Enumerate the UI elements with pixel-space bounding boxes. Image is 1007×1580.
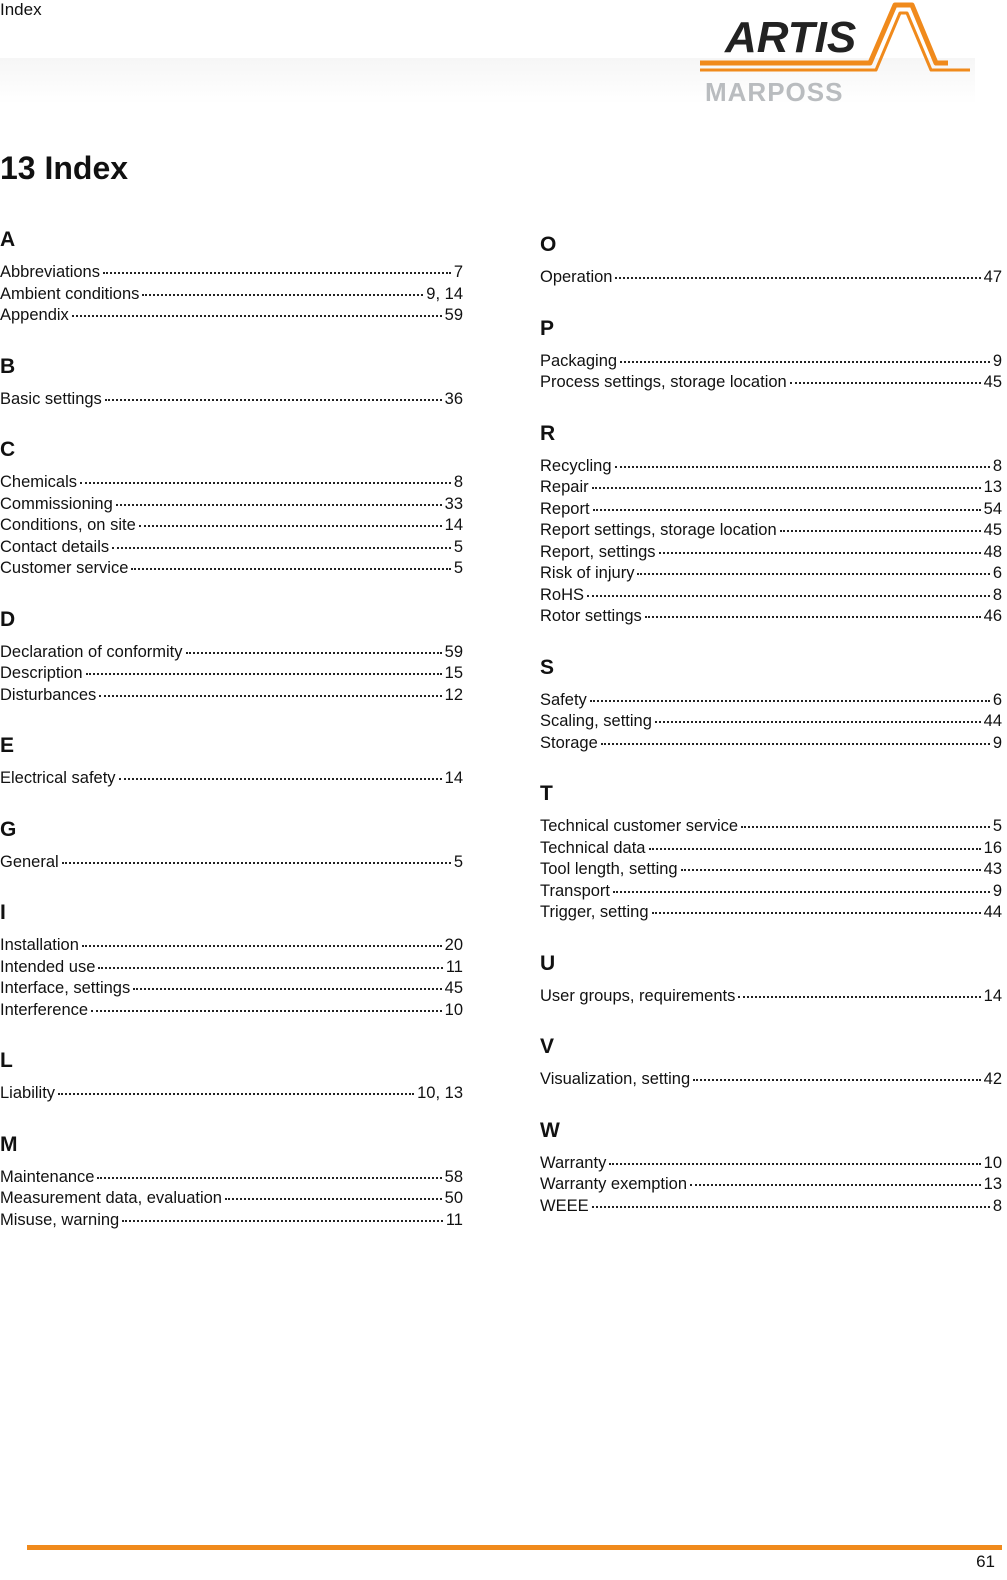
index-entry-list: [540, 986, 1002, 1008]
index-letter-heading: V: [540, 1035, 555, 1058]
index-entry-term: Chemicals: [0, 473, 78, 491]
index-entry[interactable]: [0, 515, 463, 537]
dot-leader: [97, 1177, 441, 1179]
dot-leader: [131, 568, 450, 570]
dot-leader: [738, 996, 980, 998]
dot-leader: [652, 912, 981, 914]
page-number: 61: [976, 1552, 995, 1571]
index-entry-pages[interactable]: 5: [992, 817, 1002, 835]
index-letter-heading: W: [540, 1118, 560, 1142]
index-section-e: [0, 731, 463, 790]
index-letter-heading: M: [0, 1132, 18, 1156]
index-entry[interactable]: [540, 499, 1002, 521]
index-entry[interactable]: [540, 1196, 1002, 1218]
index-entry-pages[interactable]: 9: [992, 733, 1002, 752]
index-entry-term: Report, settings: [540, 542, 656, 561]
index-entry-pages[interactable]: 36: [444, 389, 463, 408]
index-entry-pages[interactable]: 6: [992, 690, 1002, 709]
dot-leader: [122, 1220, 443, 1222]
dot-leader: [601, 743, 990, 745]
dot-leader: [645, 616, 981, 618]
index-entry-term: Operation: [540, 268, 613, 286]
dot-leader: [790, 382, 981, 384]
dot-leader: [91, 1010, 442, 1012]
index-entry-pages[interactable]: 10, 13: [417, 1084, 463, 1102]
index-entry[interactable]: [540, 986, 1002, 1008]
index-entry[interactable]: [540, 351, 1002, 373]
dot-leader: [593, 509, 981, 511]
dot-leader: [592, 487, 981, 489]
dot-leader: [690, 1184, 981, 1186]
dot-leader: [659, 552, 981, 554]
index-letter-heading: B: [0, 354, 16, 378]
index-entry[interactable]: [540, 1174, 1002, 1196]
index-entry-pages[interactable]: 14: [983, 986, 1002, 1005]
index-section-t: [540, 779, 1002, 924]
index-letter-heading: L: [0, 1049, 13, 1072]
index-entry[interactable]: [540, 456, 1002, 478]
index-entry-term: Report: [540, 499, 590, 518]
index-entry-pages[interactable]: 45: [983, 521, 1002, 539]
index-entry-term: Scaling, setting: [540, 712, 652, 730]
index-entry[interactable]: [0, 685, 463, 707]
index-entry-term: Abbreviations: [0, 263, 100, 281]
index-entry[interactable]: [0, 537, 463, 559]
index-entry[interactable]: [0, 978, 463, 1000]
dot-leader: [655, 721, 981, 723]
index-entry[interactable]: [0, 1000, 463, 1022]
index-entry-term: Customer service: [0, 559, 129, 577]
index-section-o: [540, 230, 1002, 289]
index-section-d: [0, 605, 463, 707]
index-section-c: [0, 435, 463, 580]
dot-leader: [72, 315, 442, 317]
index-section-l: [0, 1046, 463, 1105]
index-entry-term: Rotor settings: [540, 607, 642, 625]
index-entry[interactable]: [0, 1188, 463, 1210]
dot-leader: [186, 652, 442, 654]
index-entry-term: Ambient conditions: [0, 284, 140, 303]
index-entry-pages[interactable]: 10: [983, 1153, 1002, 1172]
index-letter-heading: U: [540, 951, 556, 975]
dot-leader: [103, 272, 451, 274]
dot-leader: [592, 1206, 990, 1208]
index-entry-term: Warranty: [540, 1153, 607, 1172]
dot-leader: [142, 294, 423, 296]
index-letter-heading: S: [540, 655, 555, 679]
dot-leader: [139, 525, 442, 527]
index-letter-heading: D: [0, 607, 16, 631]
index-entry-term: Liability: [0, 1084, 56, 1102]
dot-leader: [741, 826, 990, 828]
index-entry-pages[interactable]: 59: [444, 306, 463, 324]
index-section-w: [540, 1116, 1002, 1218]
index-letter-heading: G: [0, 817, 17, 841]
index-entry-term: Installation: [0, 936, 79, 954]
index-section-i: [0, 898, 463, 1021]
index-entry-term: Report settings, storage location: [540, 521, 777, 539]
index-entry[interactable]: [540, 477, 1002, 499]
index-entry-list: [0, 935, 463, 1021]
index-entry[interactable]: [0, 494, 463, 516]
index-entry-pages[interactable]: 8: [992, 456, 1002, 475]
index-entry-term: Tool length, setting: [540, 860, 678, 878]
index-section-u: [540, 949, 1002, 1008]
index-section-s: [540, 653, 1002, 755]
dot-leader: [615, 277, 980, 279]
index-entry-pages[interactable]: 47: [983, 268, 1002, 286]
dot-leader: [80, 482, 451, 484]
index-entry[interactable]: [0, 663, 463, 685]
index-entry-pages[interactable]: 8: [992, 1196, 1002, 1215]
index-entry-pages[interactable]: 33: [444, 494, 463, 513]
index-entry-term: Recycling: [540, 456, 612, 475]
index-entry-term: Description: [0, 664, 83, 682]
dot-leader: [590, 700, 990, 702]
index-entry[interactable]: [0, 262, 463, 284]
index-entry[interactable]: [540, 1153, 1002, 1175]
index-entry[interactable]: [0, 1083, 463, 1105]
index-column-right: [540, 230, 1002, 1242]
page-title: 13 Index: [0, 150, 129, 186]
index-entry-pages[interactable]: 44: [983, 712, 1002, 730]
index-letter-heading: R: [540, 421, 556, 445]
index-entry[interactable]: [0, 957, 463, 979]
index-entry[interactable]: [540, 859, 1002, 881]
index-section-r: [540, 419, 1002, 628]
index-section-b: [0, 352, 463, 411]
index-section-m: [0, 1130, 463, 1232]
index-entry[interactable]: [0, 852, 463, 874]
index-entry-pages[interactable]: 5: [453, 852, 463, 871]
index-entry-pages[interactable]: 42: [983, 1070, 1002, 1088]
index-entry-list: [0, 472, 463, 580]
index-entry-term: Storage: [540, 733, 598, 752]
index-entry-pages[interactable]: 8: [453, 473, 463, 491]
index-entry-pages[interactable]: 15: [444, 664, 463, 682]
index-entry-pages[interactable]: 14: [444, 516, 463, 534]
index-entry-list: [0, 852, 463, 874]
index-entry-term: Basic settings: [0, 389, 102, 408]
index-entry-pages[interactable]: 59: [444, 642, 463, 661]
dot-leader: [99, 695, 441, 697]
index-entry-pages[interactable]: 13: [983, 478, 1002, 496]
dot-leader: [133, 988, 441, 990]
index-entry-pages[interactable]: 11: [445, 957, 463, 976]
index-entry-term: Interface, settings: [0, 979, 131, 997]
index-entry[interactable]: [540, 881, 1002, 903]
index-entry-pages[interactable]: 9: [992, 351, 1002, 370]
index-entry-list: [540, 1153, 1002, 1218]
index-entry-term: Risk of injury: [540, 564, 635, 582]
index-entry[interactable]: [0, 305, 463, 327]
index-entry-term: Safety: [540, 690, 587, 709]
index-entry[interactable]: [540, 563, 1002, 585]
index-entry[interactable]: [0, 284, 463, 306]
index-letter-heading: O: [540, 233, 557, 256]
index-entry-list: [0, 768, 463, 790]
index-entry[interactable]: [540, 267, 1002, 289]
index-entry-term: Packaging: [540, 351, 618, 370]
dot-leader: [609, 1163, 980, 1165]
index-entry[interactable]: [0, 558, 463, 580]
index-entry-list: [540, 351, 1002, 394]
index-entry-term: Technical data: [540, 838, 646, 857]
index-entry-pages[interactable]: 9: [992, 881, 1002, 900]
index-entry[interactable]: [540, 520, 1002, 542]
index-letter-heading: C: [0, 438, 16, 461]
index-entry-pages[interactable]: 13: [983, 1175, 1002, 1193]
dot-leader: [98, 967, 442, 969]
index-entry[interactable]: [540, 838, 1002, 860]
index-entry[interactable]: [0, 1210, 463, 1232]
dot-leader: [613, 891, 990, 893]
index-entry-term: Transport: [540, 881, 610, 900]
index-entry-term: Maintenance: [0, 1167, 95, 1186]
index-entry-term: Intended use: [0, 957, 96, 976]
index-entry-term: Trigger, setting: [540, 903, 649, 921]
index-entry[interactable]: [540, 690, 1002, 712]
index-entry-term: Measurement data, evaluation: [0, 1189, 222, 1207]
dot-leader: [112, 547, 451, 549]
index-entry-term: Visualization, setting: [540, 1070, 691, 1088]
index-entry-term: Contact details: [0, 537, 110, 556]
index-entry-list: [540, 456, 1002, 628]
dot-leader: [587, 595, 990, 597]
index-entry-term: Disturbances: [0, 685, 97, 704]
index-entry-pages[interactable]: 14: [444, 769, 463, 787]
dot-leader: [620, 361, 990, 363]
index-column-left: [0, 225, 463, 1256]
index-letter-heading: A: [0, 228, 16, 251]
index-entry-list: [0, 1167, 463, 1232]
index-entry-list: [540, 690, 1002, 755]
index-entry[interactable]: [540, 902, 1002, 924]
index-entry-list: [540, 816, 1002, 924]
index-entry-term: Conditions, on site: [0, 516, 136, 534]
index-entry-term: Misuse, warning: [0, 1210, 120, 1229]
index-letter-heading: I: [0, 901, 6, 924]
logo-subtext: MARPOSS: [705, 77, 844, 104]
index-entry-pages[interactable]: 20: [444, 936, 463, 954]
index-entry-pages[interactable]: 46: [983, 607, 1002, 625]
index-section-p: [540, 314, 1002, 394]
index-entry-term: RoHS: [540, 585, 585, 604]
index-entry-pages[interactable]: 5: [453, 559, 463, 577]
dot-leader: [116, 504, 442, 506]
dot-leader: [62, 862, 451, 864]
index-entry-term: Technical customer service: [540, 817, 739, 835]
index-letter-heading: P: [540, 316, 555, 340]
index-section-v: [540, 1032, 1002, 1091]
index-entry-term: General: [0, 852, 59, 871]
index-entry-pages[interactable]: 7: [453, 263, 463, 281]
index-section-a: [0, 225, 463, 327]
index-entry-term: Repair: [540, 478, 589, 496]
footer-rule: [27, 1545, 1002, 1550]
index-entry-pages[interactable]: 48: [983, 542, 1002, 561]
index-entry-pages[interactable]: 45: [983, 373, 1002, 391]
index-entry-pages[interactable]: 12: [444, 685, 463, 704]
index-entry-term: User groups, requirements: [540, 986, 736, 1005]
index-entry-term: WEEE: [540, 1196, 589, 1215]
index-entry[interactable]: [0, 1167, 463, 1189]
index-entry[interactable]: [540, 606, 1002, 628]
index-entry-list: [0, 389, 463, 411]
index-entry-list: [0, 642, 463, 707]
index-entry-pages[interactable]: 11: [445, 1210, 463, 1229]
index-entry[interactable]: [540, 585, 1002, 607]
index-entry-term: Interference: [0, 1000, 89, 1019]
index-entry-list: [540, 1069, 1002, 1091]
logo-text: ARTIS: [725, 13, 857, 62]
index-entry[interactable]: [540, 816, 1002, 838]
index-entry-term: Appendix: [0, 306, 69, 324]
index-entry-list: [0, 1083, 463, 1105]
index-entry-pages[interactable]: 16: [983, 838, 1002, 857]
index-entry-pages[interactable]: 50: [444, 1189, 463, 1207]
index-entry[interactable]: [0, 642, 463, 664]
index-entry-pages[interactable]: 54: [983, 499, 1002, 518]
dot-leader: [86, 673, 442, 675]
index-entry-pages[interactable]: 9, 14: [426, 284, 463, 303]
index-entry[interactable]: [0, 935, 463, 957]
index-entry-pages[interactable]: 6: [992, 564, 1002, 582]
index-entry[interactable]: [540, 542, 1002, 564]
dot-leader: [58, 1093, 414, 1095]
dot-leader: [615, 466, 990, 468]
index-entry-term: Warranty exemption: [540, 1175, 688, 1193]
index-entry-term: Process settings, storage location: [540, 373, 787, 391]
dot-leader: [681, 869, 981, 871]
index-entry-pages[interactable]: 45: [444, 979, 463, 997]
dot-leader: [637, 573, 989, 575]
index-section-g: [0, 815, 463, 874]
index-entry-pages[interactable]: 5: [453, 537, 463, 556]
index-entry[interactable]: [0, 472, 463, 494]
index-entry-term: Electrical safety: [0, 769, 116, 787]
index-entry-pages[interactable]: 58: [444, 1167, 463, 1186]
index-entry-pages[interactable]: 10: [444, 1000, 463, 1019]
index-entry-list: [540, 267, 1002, 289]
dot-leader: [225, 1198, 442, 1200]
index-entry-list: [0, 262, 463, 327]
index-letter-heading: E: [0, 734, 15, 757]
index-entry[interactable]: [540, 733, 1002, 755]
dot-leader: [693, 1079, 981, 1081]
index-entry[interactable]: [0, 768, 463, 790]
index-entry-pages[interactable]: 43: [983, 860, 1002, 878]
index-entry-pages[interactable]: 8: [992, 585, 1002, 604]
index-letter-heading: T: [540, 782, 553, 805]
index-entry[interactable]: [540, 1069, 1002, 1091]
index-entry-pages[interactable]: 44: [983, 903, 1002, 921]
dot-leader: [649, 848, 981, 850]
artis-marposs-logo: [700, 0, 978, 104]
index-entry[interactable]: [540, 372, 1002, 394]
index-entry[interactable]: [540, 711, 1002, 733]
index-entry-term: Declaration of conformity: [0, 642, 183, 661]
dot-leader: [780, 530, 981, 532]
index-entry-term: Commissioning: [0, 494, 113, 513]
dot-leader: [82, 945, 442, 947]
dot-leader: [105, 399, 442, 401]
running-header: Index: [0, 0, 42, 19]
dot-leader: [119, 778, 442, 780]
index-entry[interactable]: [0, 389, 463, 411]
